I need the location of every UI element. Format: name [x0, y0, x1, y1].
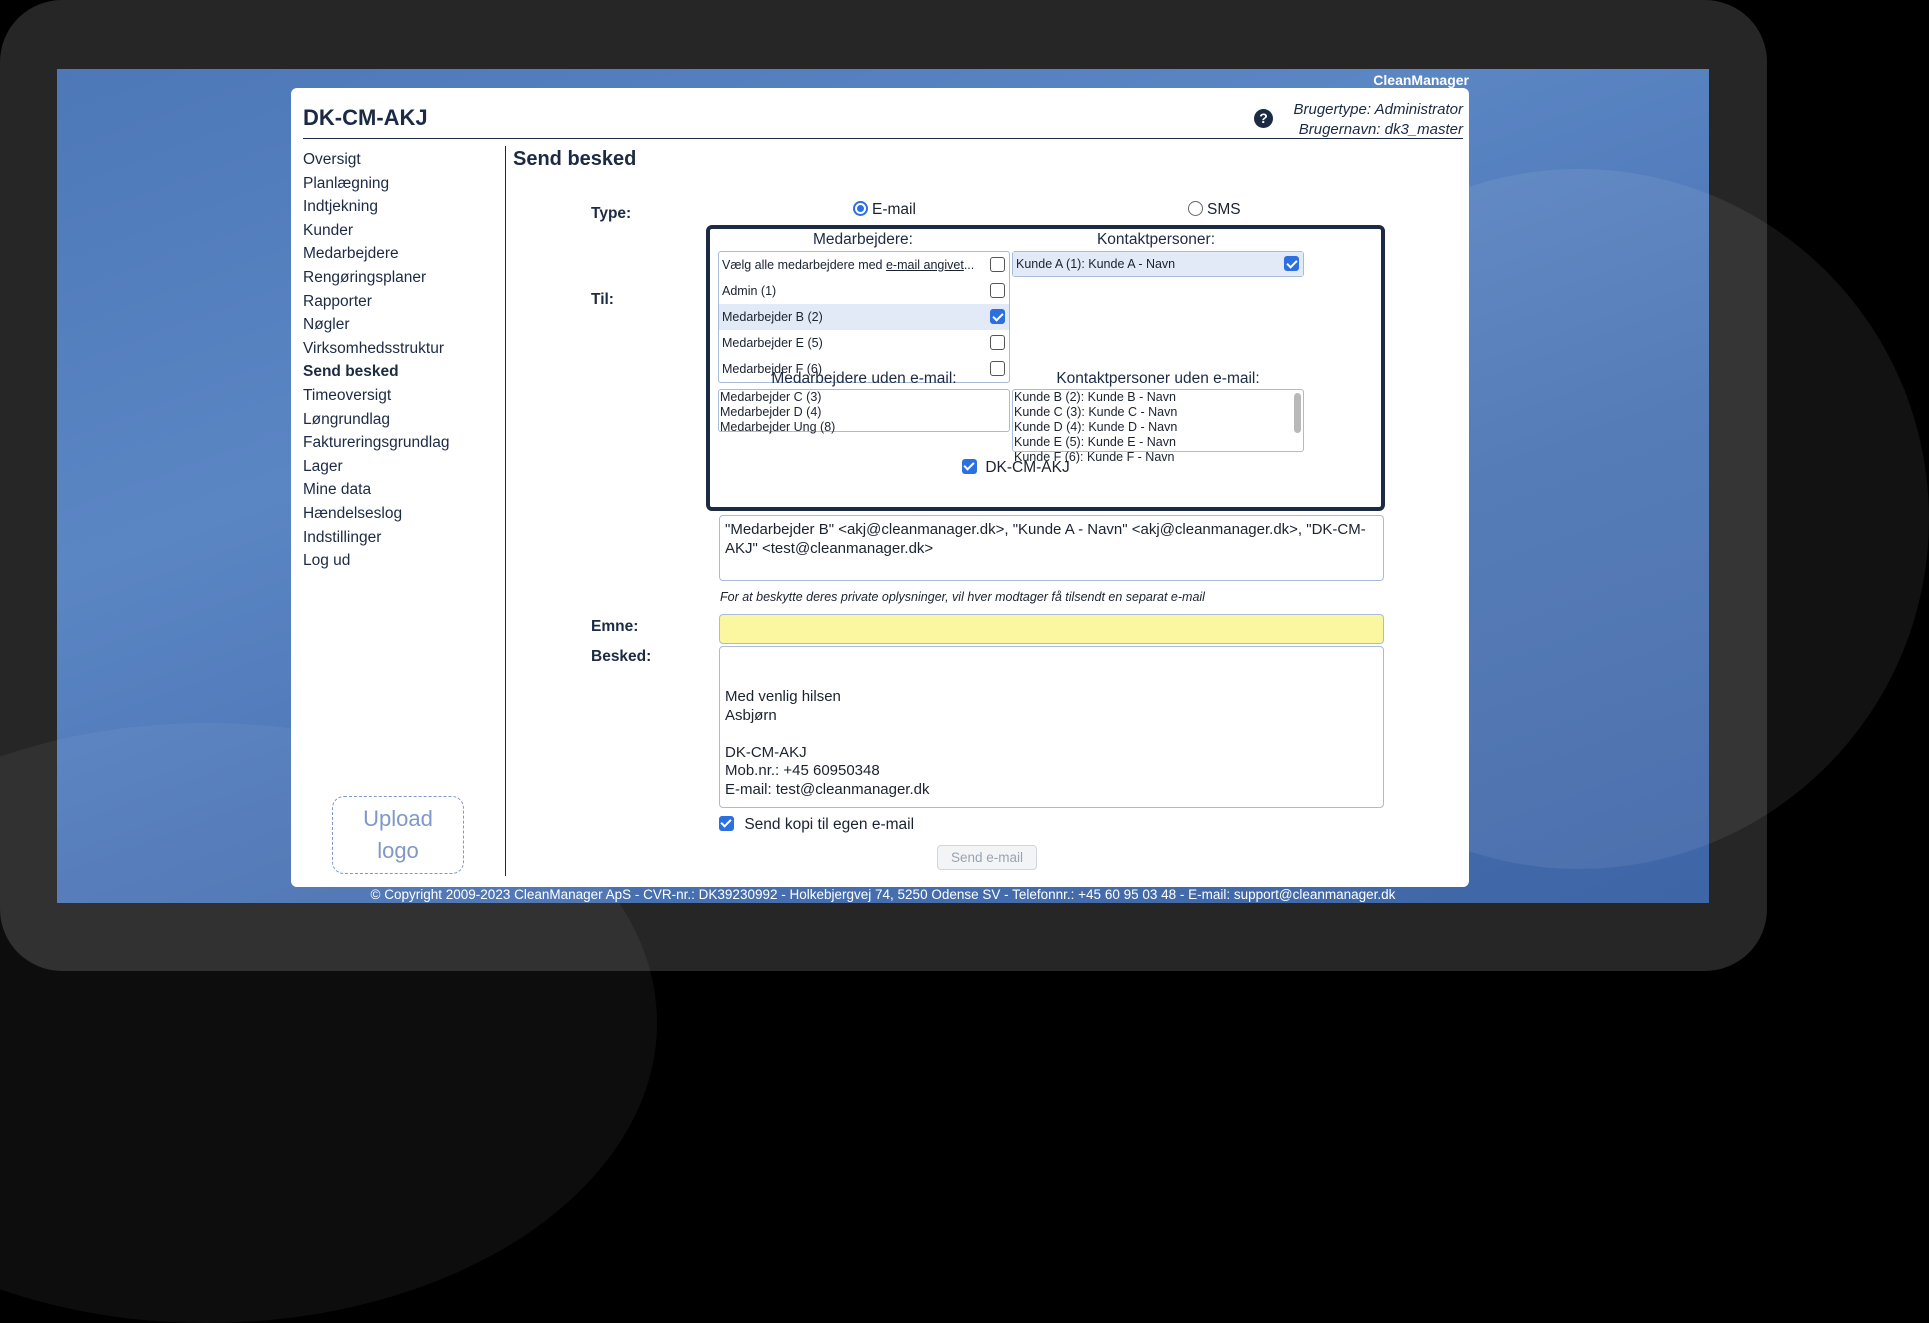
- employees-no-email-heading: Medarbejdere uden e-mail:: [771, 370, 957, 387]
- subject-input[interactable]: [719, 614, 1384, 644]
- sidebar-item[interactable]: Lager: [303, 457, 343, 475]
- user-info: [1293, 100, 1463, 140]
- sidebar-item[interactable]: Log ud: [303, 552, 351, 570]
- list-item[interactable]: Medarbejder C (3): [720, 390, 822, 404]
- recipient-addresses-field[interactable]: "Medarbejder B" <akj@cleanmanager.dk>, "Kunde A - Navn" <akj@cleanmanager.dk>, "DK-CM-AKJ" <test@cleanmanager.dk>: [719, 515, 1384, 581]
- contact-checkbox[interactable]: [1284, 256, 1299, 271]
- privacy-note: For at beskytte deres private oplysninger, vil hver modtager få tilsendt en separat e-mail: [720, 590, 1205, 604]
- radio-email[interactable]: [853, 201, 916, 219]
- radio-sms[interactable]: [1188, 201, 1241, 219]
- message-line: Med venlig hilsen: [725, 688, 841, 705]
- sidebar-item[interactable]: Rengøringsplaner: [303, 268, 427, 286]
- employee-label: Medarbejder B (2): [722, 310, 823, 324]
- company-checkbox[interactable]: [962, 459, 977, 474]
- list-item[interactable]: Medarbejder D (4): [720, 405, 822, 419]
- sidebar-item[interactable]: Faktureringsgrundlag: [303, 434, 450, 452]
- list-item[interactable]: Medarbejder Ung (8): [720, 420, 836, 434]
- list-item[interactable]: Kunde F (6): Kunde F - Navn: [1014, 450, 1175, 464]
- sidebar-item[interactable]: Indtjekning: [303, 198, 378, 216]
- brand-label: CleanManager: [1373, 72, 1469, 88]
- select-all-checkbox[interactable]: [990, 257, 1005, 272]
- contacts-no-email-list[interactable]: [1012, 389, 1304, 464]
- list-item[interactable]: Kunde E (5): Kunde E - Navn: [1014, 435, 1176, 449]
- sidebar-divider: [505, 146, 506, 876]
- message-textarea[interactable]: [719, 646, 1384, 808]
- window-title: DK-CM-AKJ: [303, 105, 428, 130]
- contacts-no-email-heading: Kontaktpersoner uden e-mail:: [1056, 370, 1260, 387]
- employee-rows: [719, 278, 1009, 382]
- contacts-heading: Kontaktpersoner:: [1096, 231, 1216, 248]
- list-item[interactable]: Kunde C (3): Kunde C - Navn: [1014, 405, 1178, 419]
- employee-label: Medarbejder E (5): [722, 336, 823, 350]
- message-line: [725, 670, 1378, 689]
- send-copy-label: Send kopi til egen e-mail: [744, 816, 915, 833]
- subject-label: Emne:: [591, 618, 639, 635]
- title-divider: [303, 138, 1463, 139]
- radio-email-button[interactable]: [853, 201, 868, 216]
- message-label: Besked:: [591, 648, 652, 665]
- message-line: Mob.nr.: +45 60950348: [725, 762, 880, 779]
- employee-checkbox[interactable]: [990, 309, 1005, 324]
- radio-sms-label: SMS: [1207, 201, 1241, 218]
- scrollbar[interactable]: [1294, 393, 1301, 433]
- user-name: Brugernavn: dk3_master: [1298, 121, 1463, 138]
- contact-row[interactable]: [1013, 252, 1303, 276]
- sidebar-item[interactable]: Send besked: [303, 363, 399, 381]
- employee-row[interactable]: [719, 278, 1009, 304]
- send-email-button[interactable]: Send e-mail: [937, 845, 1037, 870]
- select-all-suffix: ...: [963, 258, 975, 272]
- contact-rows: [1013, 252, 1303, 276]
- contacts-list: [1012, 251, 1304, 277]
- sidebar-item[interactable]: Rapporter: [303, 292, 372, 310]
- sidebar-item[interactable]: Timeoversigt: [303, 386, 392, 404]
- sidebar-item[interactable]: Mine data: [303, 481, 372, 499]
- select-all-text: Vælg alle medarbejdere med: [722, 258, 886, 272]
- sidebar-item[interactable]: Kunder: [303, 221, 353, 239]
- employees-heading: Medarbejdere:: [813, 231, 913, 248]
- employees-no-email-list[interactable]: [718, 389, 1010, 432]
- send-copy-row[interactable]: [719, 816, 914, 834]
- list-item[interactable]: Kunde D (4): Kunde D - Navn: [1014, 420, 1178, 434]
- message-line: Asbjørn: [725, 706, 777, 724]
- sidebar-item[interactable]: Nøgler: [303, 316, 350, 334]
- sidebar-item[interactable]: Planlægning: [303, 174, 390, 192]
- message-line: [725, 651, 1378, 670]
- message-line: E-mail: test@cleanmanager.dk: [725, 780, 930, 798]
- employee-checkbox[interactable]: [990, 283, 1005, 298]
- upload-label-logo: logo: [377, 838, 419, 863]
- sidebar-nav: [303, 148, 498, 573]
- employee-row[interactable]: [719, 330, 1009, 356]
- employee-row[interactable]: [719, 304, 1009, 330]
- sidebar-item[interactable]: Løngrundlag: [303, 410, 391, 428]
- message-line: DK-CM-AKJ: [725, 743, 807, 761]
- sidebar-item[interactable]: Oversigt: [303, 151, 361, 168]
- select-all-link[interactable]: e-mail angivet: [885, 258, 964, 272]
- app-window: [291, 88, 1469, 887]
- send-copy-checkbox[interactable]: [719, 816, 734, 831]
- sidebar-item[interactable]: Hændelseslog: [303, 504, 403, 522]
- sidebar-item[interactable]: Indstillinger: [303, 528, 382, 546]
- user-type: Brugertype: Administrator: [1293, 101, 1463, 118]
- upload-label: Upload: [363, 806, 433, 831]
- sidebar-item[interactable]: Medarbejdere: [303, 245, 399, 263]
- employees-list: [718, 251, 1010, 383]
- company-checkbox-label: DK-CM-AKJ: [985, 459, 1070, 476]
- select-all-employees-row[interactable]: [719, 252, 1009, 278]
- employee-label: Admin (1): [722, 284, 777, 298]
- company-checkbox-row[interactable]: [962, 459, 1070, 477]
- message-line: [725, 725, 1378, 744]
- to-label: Til:: [591, 291, 614, 308]
- radio-email-label: E-mail: [872, 201, 916, 218]
- contact-label: Kunde A (1): Kunde A - Navn: [1016, 257, 1176, 271]
- upload-logo-button[interactable]: [332, 796, 464, 874]
- radio-sms-button[interactable]: [1188, 201, 1203, 216]
- recipients-panel: [706, 225, 1385, 511]
- type-label: Type:: [591, 205, 632, 222]
- page-title: Send besked: [513, 148, 637, 170]
- employee-checkbox[interactable]: [990, 335, 1005, 350]
- employee-label: Medarbejder F (6): [722, 362, 823, 376]
- footer-copyright: © Copyright 2009-2023 CleanManager ApS - CVR-nr.: DK39230992 - Holkebjergvej 74, 5250 Odense SV - Telefonnr.: +45 60 95 03 48 - E-mail: support@cleanmanager.dk: [370, 887, 1396, 902]
- help-icon[interactable]: ?: [1254, 109, 1273, 128]
- list-item[interactable]: Kunde B (2): Kunde B - Navn: [1014, 390, 1176, 404]
- sidebar-item[interactable]: Virksomhedsstruktur: [303, 339, 444, 357]
